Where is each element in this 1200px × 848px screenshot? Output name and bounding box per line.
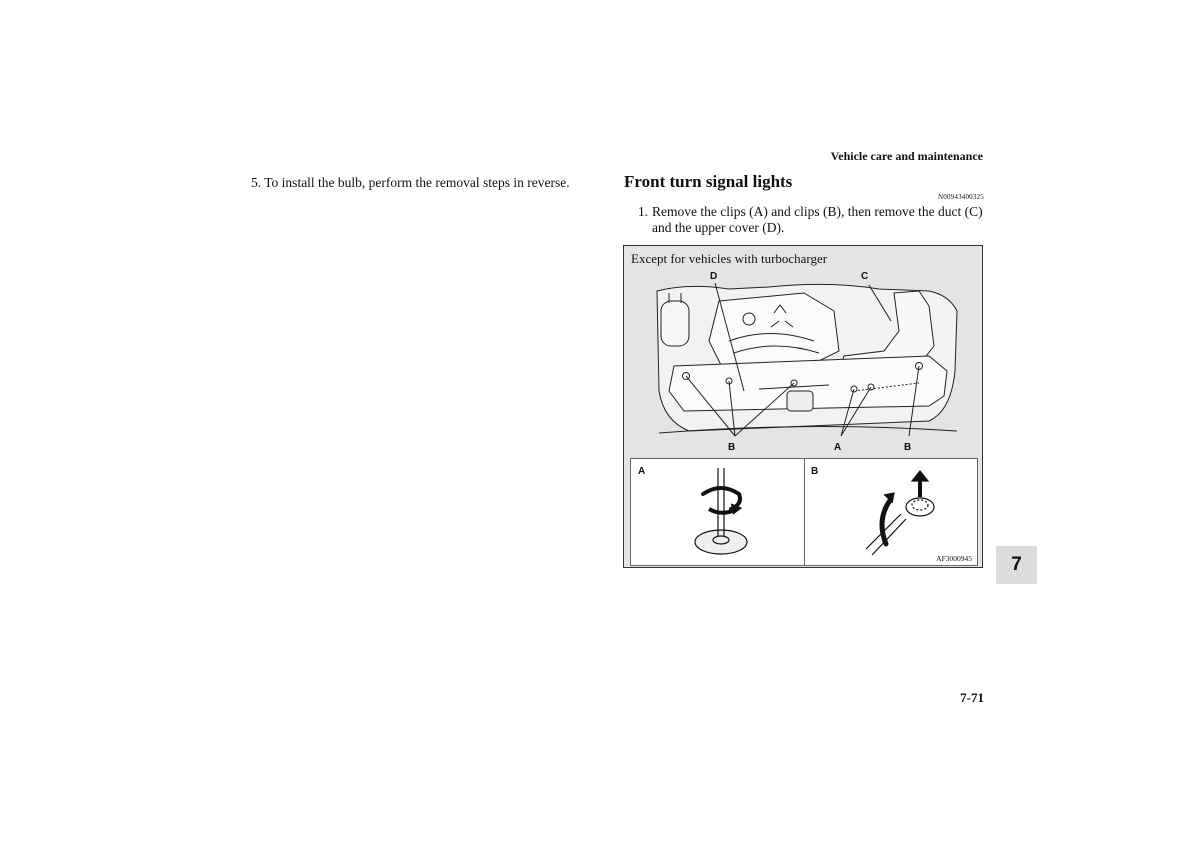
callout-c: C: [861, 271, 869, 282]
panel-a-label: A: [638, 466, 646, 477]
panel-divider: [804, 459, 805, 565]
chapter-tab: [996, 546, 1037, 584]
chapter-number: 7: [1011, 554, 1022, 575]
document-id: N00943400325: [938, 193, 984, 201]
callout-a: A: [834, 442, 842, 453]
engine-figure: [623, 245, 983, 568]
panel-b-label: B: [811, 466, 819, 477]
figure-code: AF3000945: [936, 554, 972, 563]
detail-panels: [630, 458, 978, 566]
clip-b-removal-illustration: [846, 469, 956, 559]
clip-a-screwdriver-illustration: [691, 464, 761, 564]
step-1-number: 1.: [638, 204, 649, 219]
callout-b-right: B: [904, 442, 912, 453]
step-1: [638, 204, 988, 236]
step-5-text: 5. To install the bulb, perform the removal steps in reverse.: [251, 175, 570, 190]
running-header: Vehicle care and maintenance: [830, 149, 983, 163]
page-number: 7-71: [960, 690, 984, 705]
callout-d: D: [710, 271, 718, 282]
step-1-text: Remove the clips (A) and clips (B), then remove the duct (C) and the upper cover (D).: [652, 204, 983, 235]
figure-caption: Except for vehicles with turbocharger: [631, 251, 828, 266]
callout-b-left: B: [728, 442, 736, 453]
engine-bay-illustration: [629, 271, 979, 456]
section-title: Front turn signal lights: [624, 172, 793, 191]
